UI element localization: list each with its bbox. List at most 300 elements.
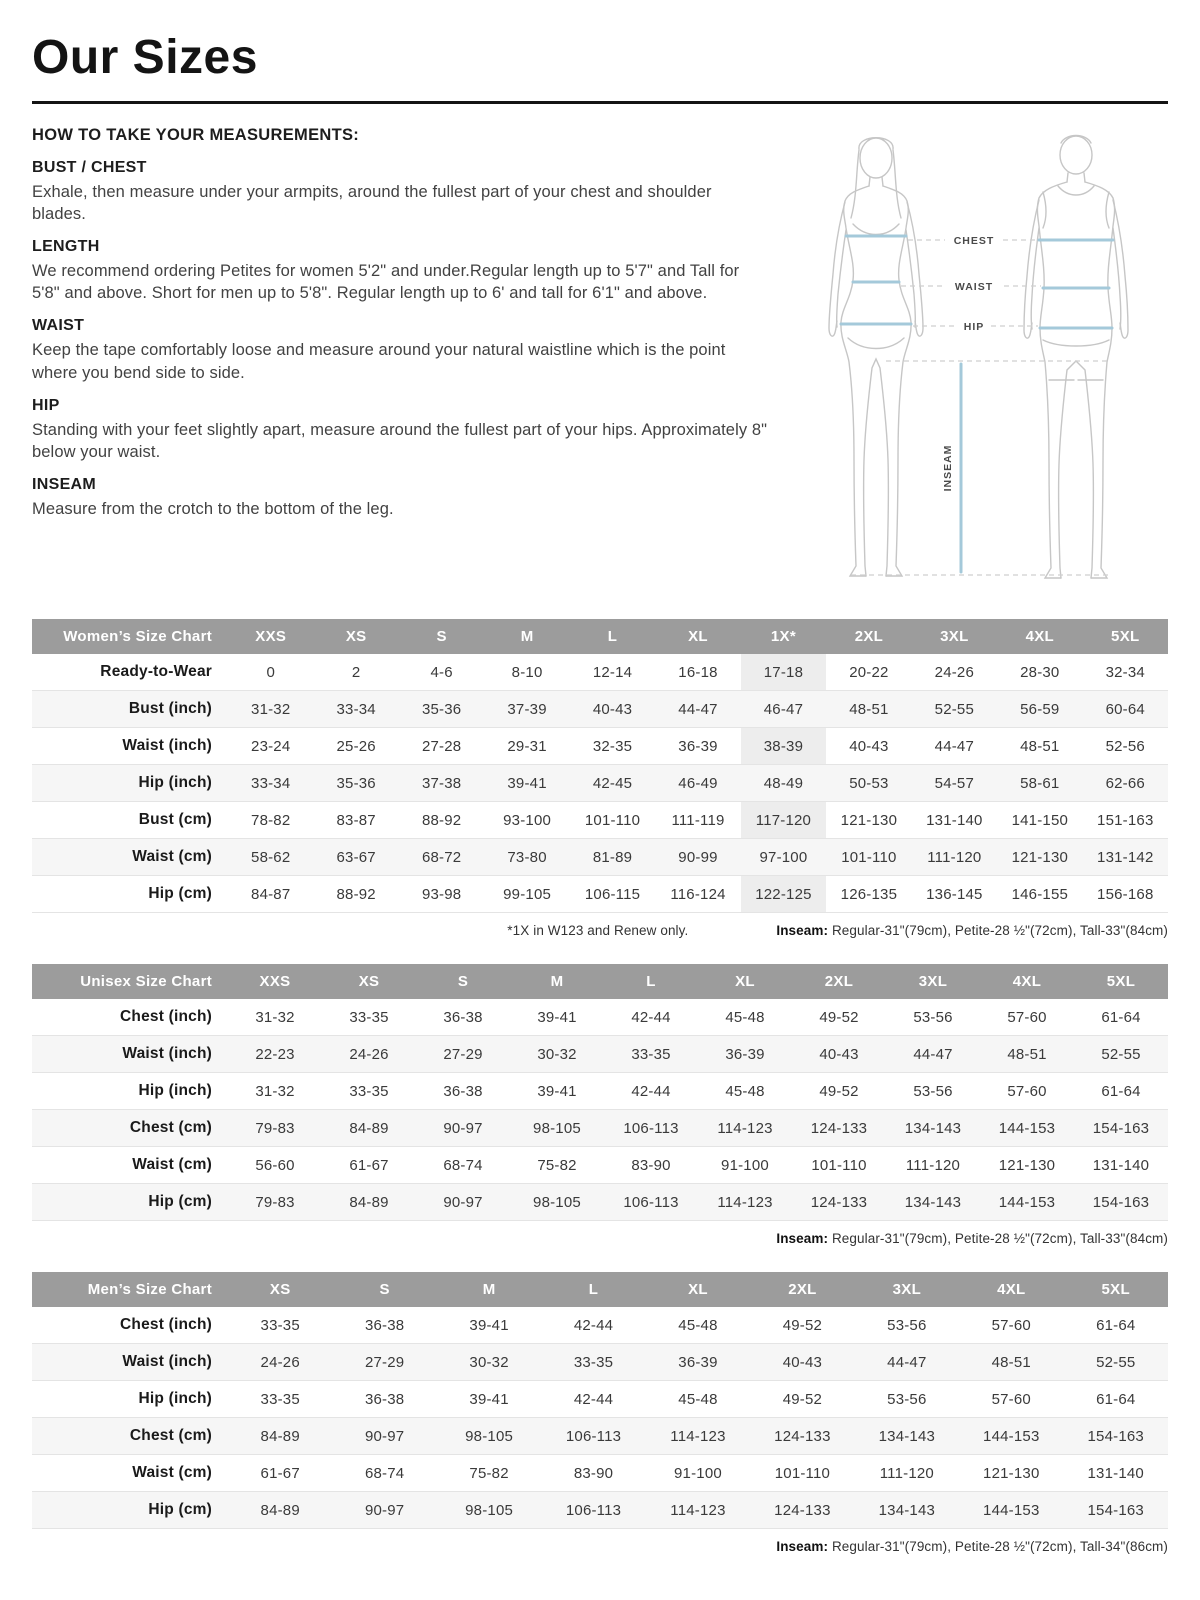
size-cell: 45-48 (698, 1073, 792, 1110)
column-header: 5XL (1064, 1272, 1169, 1307)
table-row (32, 1184, 1168, 1221)
size-cell: 88-92 (313, 876, 398, 913)
column-header: L (604, 964, 698, 999)
instruction-waist (32, 317, 768, 383)
size-cell: 75-82 (437, 1455, 541, 1492)
header-row (32, 964, 1168, 999)
size-cell: 84-89 (322, 1184, 416, 1221)
size-cell: 31-32 (228, 691, 313, 728)
size-cell: 53-56 (855, 1307, 959, 1344)
instruction-body: We recommend ordering Petites for women 5'2" and under.Regular length up to 5'7" and Tall for 5'8" and above. Short for men up to 5'8". Regular length up to 6' and tall for 6'1" and above. (32, 262, 740, 303)
unisex-footnotes (32, 1231, 1168, 1246)
instruction-title: HIP (32, 396, 60, 414)
instruction-inseam (32, 476, 768, 520)
size-cell: 62-66 (1083, 765, 1168, 802)
row-label: Waist (inch) (32, 1344, 228, 1381)
table-row (32, 1381, 1168, 1418)
row-label: Hip (inch) (32, 1381, 228, 1418)
hip-label: HIP (963, 321, 985, 333)
size-cell: 53-56 (855, 1381, 959, 1418)
size-cell: 49-52 (792, 999, 886, 1036)
size-cell: 23-24 (228, 728, 313, 765)
size-cell: 75-82 (510, 1147, 604, 1184)
waist-label: WAIST (954, 281, 994, 293)
size-cell: 44-47 (912, 728, 997, 765)
size-cell: 17-18 (741, 654, 826, 691)
row-label: Hip (cm) (32, 876, 228, 913)
size-cell: 90-97 (416, 1184, 510, 1221)
title-divider (32, 101, 1168, 104)
size-cell: 27-29 (332, 1344, 436, 1381)
size-cell: 42-45 (570, 765, 655, 802)
size-cell: 32-35 (570, 728, 655, 765)
size-cell: 121-130 (959, 1455, 1063, 1492)
size-cell: 90-99 (655, 839, 740, 876)
row-label: Waist (inch) (32, 1036, 228, 1073)
size-cell: 33-34 (313, 691, 398, 728)
unisex-size-chart-table (32, 964, 1168, 1221)
size-cell: 79-83 (228, 1184, 322, 1221)
size-cell: 40-43 (570, 691, 655, 728)
table-row (32, 839, 1168, 876)
size-cell: 154-163 (1064, 1492, 1169, 1529)
inseam-note-label: Inseam: (776, 1539, 829, 1554)
row-label: Chest (inch) (32, 1307, 228, 1344)
size-cell: 90-97 (416, 1110, 510, 1147)
table-row (32, 1110, 1168, 1147)
size-cell: 131-140 (912, 802, 997, 839)
size-cell: 88-92 (399, 802, 484, 839)
size-cell: 61-64 (1064, 1381, 1169, 1418)
column-header: XL (655, 619, 740, 654)
size-cell: 48-51 (997, 728, 1082, 765)
size-cell: 24-26 (322, 1036, 416, 1073)
size-cell: 97-100 (741, 839, 826, 876)
size-cell: 37-38 (399, 765, 484, 802)
size-cell: 52-55 (1074, 1036, 1168, 1073)
size-cell: 106-113 (541, 1418, 645, 1455)
womens-footnotes (32, 923, 1168, 938)
size-cell: 90-97 (332, 1492, 436, 1529)
size-cell: 33-35 (228, 1307, 332, 1344)
size-cell: 33-34 (228, 765, 313, 802)
size-cell: 122-125 (741, 876, 826, 913)
mens-size-chart-section (32, 1272, 1168, 1554)
size-cell: 84-89 (322, 1110, 416, 1147)
size-cell: 101-110 (826, 839, 911, 876)
size-cell: 33-35 (228, 1381, 332, 1418)
size-cell: 44-47 (886, 1036, 980, 1073)
size-cell: 57-60 (980, 1073, 1074, 1110)
column-header: 3XL (855, 1272, 959, 1307)
size-cell: 58-62 (228, 839, 313, 876)
size-cell: 61-67 (322, 1147, 416, 1184)
size-cell: 154-163 (1074, 1110, 1168, 1147)
size-cell: 22-23 (228, 1036, 322, 1073)
size-cell: 36-39 (698, 1036, 792, 1073)
size-cell: 48-51 (959, 1344, 1063, 1381)
size-cell: 134-143 (886, 1184, 980, 1221)
row-label: Waist (cm) (32, 1147, 228, 1184)
size-cell: 61-64 (1074, 999, 1168, 1036)
size-cell: 98-105 (510, 1184, 604, 1221)
instruction-hip (32, 397, 768, 463)
column-header: XXS (228, 964, 322, 999)
row-label: Bust (cm) (32, 802, 228, 839)
size-cell: 57-60 (959, 1381, 1063, 1418)
size-cell: 68-72 (399, 839, 484, 876)
size-cell: 134-143 (855, 1492, 959, 1529)
size-cell: 0 (228, 654, 313, 691)
chest-label: CHEST (953, 235, 995, 247)
inseam-note (776, 1539, 1168, 1554)
size-cell: 54-57 (912, 765, 997, 802)
size-cell: 116-124 (655, 876, 740, 913)
size-cell: 52-56 (1083, 728, 1168, 765)
size-cell: 49-52 (792, 1073, 886, 1110)
size-cell: 136-145 (912, 876, 997, 913)
size-cell: 91-100 (646, 1455, 750, 1492)
column-header: XS (228, 1272, 332, 1307)
column-header: S (332, 1272, 436, 1307)
header-row (32, 1272, 1168, 1307)
size-cell: 121-130 (997, 839, 1082, 876)
size-cell: 114-123 (646, 1492, 750, 1529)
instruction-bust-chest (32, 159, 768, 225)
size-cell: 111-120 (912, 839, 997, 876)
size-cell: 60-64 (1083, 691, 1168, 728)
size-cell: 154-163 (1074, 1184, 1168, 1221)
size-cell: 156-168 (1083, 876, 1168, 913)
size-cell: 93-98 (399, 876, 484, 913)
column-header: 3XL (886, 964, 980, 999)
column-header: M (437, 1272, 541, 1307)
size-cell: 45-48 (646, 1381, 750, 1418)
size-cell: 50-53 (826, 765, 911, 802)
size-cell: 40-43 (792, 1036, 886, 1073)
page-title: Our Sizes (32, 31, 258, 84)
size-cell: 131-142 (1083, 839, 1168, 876)
column-header: 2XL (750, 1272, 854, 1307)
measurement-diagram (791, 128, 1161, 593)
instructions-heading: HOW TO TAKE YOUR MEASUREMENTS: (32, 126, 360, 144)
womens-size-chart-table (32, 619, 1168, 913)
size-cell: 131-140 (1074, 1147, 1168, 1184)
male-figure-outline (1024, 136, 1128, 579)
size-cell: 121-130 (980, 1147, 1074, 1184)
size-cell: 68-74 (416, 1147, 510, 1184)
size-cell: 2 (313, 654, 398, 691)
size-cell: 106-113 (604, 1184, 698, 1221)
inseam-note-label: Inseam: (776, 1231, 829, 1246)
measurement-instructions (32, 126, 768, 533)
instruction-title: LENGTH (32, 238, 100, 256)
instruction-body: Keep the tape comfortably loose and measure around your natural waistline which is the point where you bend side to side. (32, 341, 726, 382)
female-figure-outline (829, 138, 923, 576)
table-row (32, 1344, 1168, 1381)
size-cell: 16-18 (655, 654, 740, 691)
size-cell: 39-41 (437, 1307, 541, 1344)
size-cell: 46-49 (655, 765, 740, 802)
size-cell: 114-123 (698, 1184, 792, 1221)
size-cell: 134-143 (855, 1418, 959, 1455)
size-cell: 111-120 (886, 1147, 980, 1184)
size-cell: 63-67 (313, 839, 398, 876)
size-cell: 98-105 (437, 1418, 541, 1455)
size-cell: 12-14 (570, 654, 655, 691)
size-cell: 8-10 (484, 654, 569, 691)
measurement-intro (32, 126, 1168, 593)
size-cell: 84-87 (228, 876, 313, 913)
table-row (32, 876, 1168, 913)
size-cell: 79-83 (228, 1110, 322, 1147)
size-cell: 33-35 (322, 1073, 416, 1110)
table-row (32, 1036, 1168, 1073)
size-cell: 44-47 (855, 1344, 959, 1381)
size-cell: 28-30 (997, 654, 1082, 691)
size-cell: 68-74 (332, 1455, 436, 1492)
size-cell: 84-89 (228, 1418, 332, 1455)
unisex-size-chart-section (32, 964, 1168, 1246)
row-label: Hip (cm) (32, 1492, 228, 1529)
size-cell: 52-55 (1064, 1344, 1169, 1381)
size-cell: 106-113 (604, 1110, 698, 1147)
size-cell: 106-113 (541, 1492, 645, 1529)
table-title: Unisex Size Chart (32, 964, 228, 999)
size-cell: 30-32 (510, 1036, 604, 1073)
size-cell: 111-119 (655, 802, 740, 839)
size-cell: 146-155 (997, 876, 1082, 913)
size-cell: 39-41 (484, 765, 569, 802)
size-cell: 98-105 (437, 1492, 541, 1529)
column-header: XXS (228, 619, 313, 654)
row-label: Hip (inch) (32, 1073, 228, 1110)
inseam-note (776, 1231, 1168, 1246)
size-cell: 24-26 (912, 654, 997, 691)
column-header: 4XL (980, 964, 1074, 999)
inseam-label: INSEAM (942, 444, 954, 492)
size-cell: 33-35 (541, 1344, 645, 1381)
column-header: XS (313, 619, 398, 654)
row-label: Chest (inch) (32, 999, 228, 1036)
instruction-body: Standing with your feet slightly apart, measure around the fullest part of your hips. Approximately 8" below your waist. (32, 420, 768, 461)
column-header: 2XL (792, 964, 886, 999)
table-row (32, 999, 1168, 1036)
row-label: Bust (inch) (32, 691, 228, 728)
size-cell: 144-153 (980, 1184, 1074, 1221)
size-cell: 25-26 (313, 728, 398, 765)
size-cell: 48-51 (826, 691, 911, 728)
table-row (32, 1492, 1168, 1529)
size-cell: 49-52 (750, 1381, 854, 1418)
size-cell: 38-39 (741, 728, 826, 765)
size-cell: 42-44 (604, 999, 698, 1036)
instruction-length (32, 238, 768, 304)
size-cell: 57-60 (980, 999, 1074, 1036)
size-cell: 73-80 (484, 839, 569, 876)
size-cell: 141-150 (997, 802, 1082, 839)
column-header: 3XL (912, 619, 997, 654)
row-label: Chest (cm) (32, 1110, 228, 1147)
header-row (32, 619, 1168, 654)
size-cell: 27-29 (416, 1036, 510, 1073)
row-label: Waist (cm) (32, 1455, 228, 1492)
size-cell: 90-97 (332, 1418, 436, 1455)
size-cell: 144-153 (959, 1492, 1063, 1529)
size-cell: 48-51 (980, 1036, 1074, 1073)
table-row (32, 1455, 1168, 1492)
size-cell: 124-133 (792, 1184, 886, 1221)
table-row (32, 765, 1168, 802)
row-label: Hip (inch) (32, 765, 228, 802)
column-header: M (510, 964, 604, 999)
size-cell: 33-35 (604, 1036, 698, 1073)
size-cell: 101-110 (792, 1147, 886, 1184)
size-cell: 40-43 (826, 728, 911, 765)
size-cell: 24-26 (228, 1344, 332, 1381)
inseam-note (776, 923, 1168, 938)
size-cell: 83-87 (313, 802, 398, 839)
row-label: Ready-to-Wear (32, 654, 228, 691)
size-cell: 151-163 (1083, 802, 1168, 839)
size-cell: 144-153 (980, 1110, 1074, 1147)
one-x-footnote: *1X in W123 and Renew only. (507, 923, 689, 938)
size-cell: 61-67 (228, 1455, 332, 1492)
table-row (32, 802, 1168, 839)
size-cell: 131-140 (1064, 1455, 1169, 1492)
size-cell: 44-47 (655, 691, 740, 728)
size-cell: 126-135 (826, 876, 911, 913)
column-header: 5XL (1074, 964, 1168, 999)
inseam-note-text: Regular-31"(79cm), Petite-28 ½"(72cm), Tall-34"(86cm) (828, 1539, 1168, 1554)
size-cell: 98-105 (510, 1110, 604, 1147)
size-cell: 30-32 (437, 1344, 541, 1381)
mens-size-chart-table (32, 1272, 1168, 1529)
size-cell: 45-48 (698, 999, 792, 1036)
size-cell: 121-130 (826, 802, 911, 839)
size-cell: 4-6 (399, 654, 484, 691)
size-cell: 53-56 (886, 1073, 980, 1110)
column-header: 5XL (1083, 619, 1168, 654)
size-cell: 124-133 (750, 1492, 854, 1529)
size-cell: 42-44 (604, 1073, 698, 1110)
size-cell: 42-44 (541, 1307, 645, 1344)
size-cell: 35-36 (313, 765, 398, 802)
size-cell: 81-89 (570, 839, 655, 876)
size-cell: 39-41 (437, 1381, 541, 1418)
column-header: 1X* (741, 619, 826, 654)
size-cell: 49-52 (750, 1307, 854, 1344)
inseam-note-text: Regular-31"(79cm), Petite-28 ½"(72cm), Tall-33"(84cm) (828, 923, 1168, 938)
size-cell: 45-48 (646, 1307, 750, 1344)
size-cell: 29-31 (484, 728, 569, 765)
table-row (32, 1418, 1168, 1455)
column-header: 2XL (826, 619, 911, 654)
row-label: Hip (cm) (32, 1184, 228, 1221)
size-cell: 124-133 (792, 1110, 886, 1147)
row-label: Chest (cm) (32, 1418, 228, 1455)
size-cell: 111-120 (855, 1455, 959, 1492)
table-row (32, 691, 1168, 728)
size-cell: 56-59 (997, 691, 1082, 728)
column-header: XS (322, 964, 416, 999)
womens-size-chart-section (32, 619, 1168, 938)
size-cell: 124-133 (750, 1418, 854, 1455)
diagram-wrap (784, 126, 1168, 593)
size-cell: 154-163 (1064, 1418, 1169, 1455)
mens-footnotes (32, 1539, 1168, 1554)
size-cell: 36-39 (655, 728, 740, 765)
table-row (32, 654, 1168, 691)
size-cell: 53-56 (886, 999, 980, 1036)
inseam-note-label: Inseam: (776, 923, 829, 938)
size-cell: 33-35 (322, 999, 416, 1036)
inseam-note-text: Regular-31"(79cm), Petite-28 ½"(72cm), Tall-33"(84cm) (828, 1231, 1168, 1246)
size-cell: 20-22 (826, 654, 911, 691)
table-row (32, 1073, 1168, 1110)
size-cell: 37-39 (484, 691, 569, 728)
size-cell: 36-38 (416, 1073, 510, 1110)
size-cell: 93-100 (484, 802, 569, 839)
table-title: Men’s Size Chart (32, 1272, 228, 1307)
size-cell: 58-61 (997, 765, 1082, 802)
instruction-title: WAIST (32, 317, 85, 335)
instruction-title: INSEAM (32, 475, 97, 493)
size-cell: 27-28 (399, 728, 484, 765)
size-cell: 101-110 (570, 802, 655, 839)
size-cell: 57-60 (959, 1307, 1063, 1344)
size-cell: 83-90 (604, 1147, 698, 1184)
size-cell: 114-123 (646, 1418, 750, 1455)
size-cell: 61-64 (1074, 1073, 1168, 1110)
column-header: XL (698, 964, 792, 999)
size-cell: 31-32 (228, 999, 322, 1036)
size-cell: 144-153 (959, 1418, 1063, 1455)
size-cell: 117-120 (741, 802, 826, 839)
column-header: 4XL (959, 1272, 1063, 1307)
size-cell: 36-38 (332, 1381, 436, 1418)
row-label: Waist (inch) (32, 728, 228, 765)
table-row (32, 1307, 1168, 1344)
size-cell: 91-100 (698, 1147, 792, 1184)
column-header: XL (646, 1272, 750, 1307)
size-cell: 84-89 (228, 1492, 332, 1529)
size-cell: 42-44 (541, 1381, 645, 1418)
size-cell: 36-38 (332, 1307, 436, 1344)
instruction-title: BUST / CHEST (32, 159, 147, 176)
size-cell: 56-60 (228, 1147, 322, 1184)
size-cell: 35-36 (399, 691, 484, 728)
column-header: S (399, 619, 484, 654)
size-cell: 114-123 (698, 1110, 792, 1147)
size-cell: 61-64 (1064, 1307, 1169, 1344)
size-cell: 48-49 (741, 765, 826, 802)
size-cell: 39-41 (510, 999, 604, 1036)
column-header: L (541, 1272, 645, 1307)
size-cell: 31-32 (228, 1073, 322, 1110)
instruction-body: Exhale, then measure under your armpits, around the fullest part of your chest and shoulder blades. (32, 183, 712, 224)
column-header: 4XL (997, 619, 1082, 654)
size-cell: 106-115 (570, 876, 655, 913)
column-header: S (416, 964, 510, 999)
size-cell: 78-82 (228, 802, 313, 839)
table-title: Women’s Size Chart (32, 619, 228, 654)
size-cell: 134-143 (886, 1110, 980, 1147)
size-cell: 36-39 (646, 1344, 750, 1381)
size-cell: 36-38 (416, 999, 510, 1036)
size-cell: 46-47 (741, 691, 826, 728)
size-cell: 40-43 (750, 1344, 854, 1381)
